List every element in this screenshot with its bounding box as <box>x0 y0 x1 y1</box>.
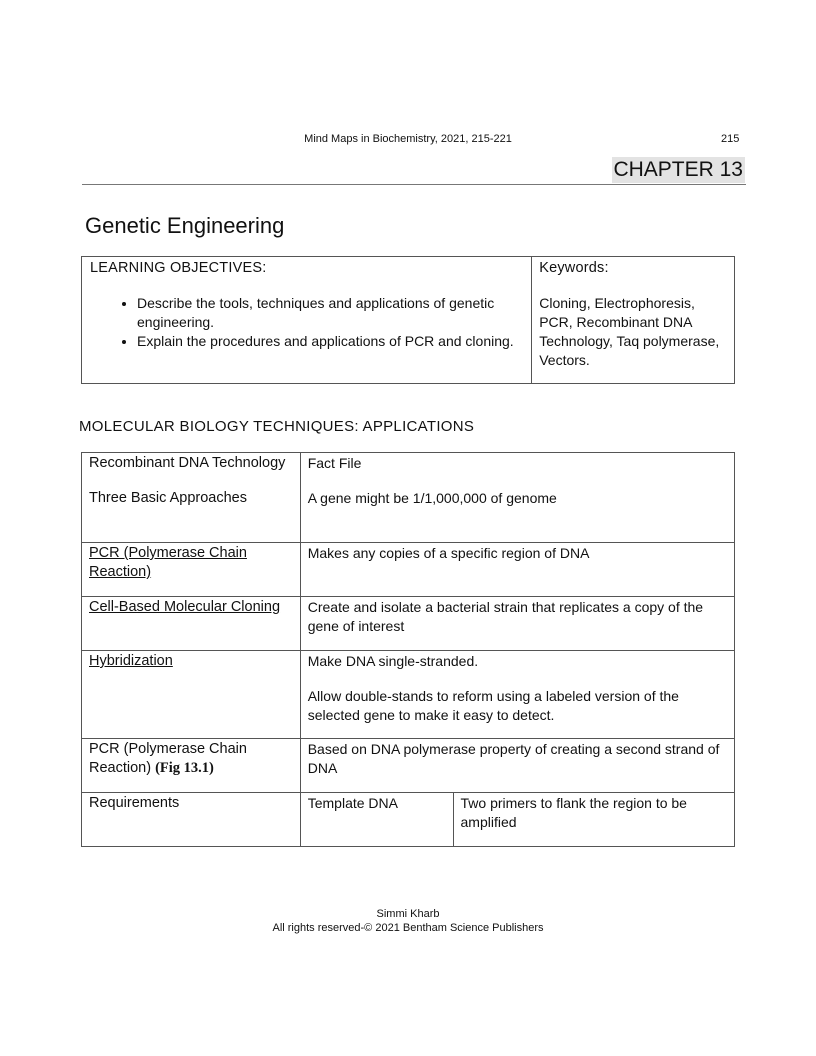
header-rule <box>82 184 746 185</box>
objective-item: • Describe the tools, techniques and applications of genetic engineering. <box>137 294 523 332</box>
objectives-heading: LEARNING OBJECTIVES: <box>90 260 267 276</box>
requirement-item: Two primers to flank the region to be amplified <box>460 795 687 830</box>
keywords-cell <box>532 257 735 384</box>
table-cell <box>82 793 301 847</box>
table-cell <box>453 793 734 847</box>
hybridization-text-2: Allow double-stands to reform using a labeled version of the selected gene to make it easy to detect. <box>307 688 679 723</box>
pcr-link[interactable]: PCR (Polymerase Chain Reaction) <box>89 545 247 580</box>
table-cell <box>82 651 301 739</box>
footer-author: Simmi Kharb <box>376 908 440 920</box>
cloning-text: Create and isolate a bacterial strain that replicates a copy of the gene of interest <box>307 599 704 634</box>
table-row <box>82 739 735 793</box>
rdna-sub: Three Basic Approaches <box>89 490 247 506</box>
table-cell <box>300 651 734 739</box>
techniques-table <box>81 452 735 847</box>
running-head: Mind Maps in Biochemistry, 2021, 215-221 <box>304 133 512 145</box>
fact-file-text: A gene might be 1/1,000,000 of genome <box>307 490 557 506</box>
requirements-label: Requirements <box>89 795 180 811</box>
chapter-label: CHAPTER 13 <box>613 158 743 181</box>
table-cell <box>300 543 734 597</box>
keywords-text: Cloning, Electrophoresis, PCR, Recombinant DNA Technology, Taq polymerase, Vectors. <box>539 295 720 368</box>
table-cell <box>300 739 734 793</box>
table-cell <box>300 793 453 847</box>
page-number: 215 <box>721 133 740 145</box>
table-row <box>82 651 735 739</box>
section-heading: MOLECULAR BIOLOGY TECHNIQUES: APPLICATIONS <box>79 418 475 435</box>
rdna-label: Recombinant DNA Technology <box>89 455 286 471</box>
pcr-text: Makes any copies of a specific region of DNA <box>307 545 590 561</box>
objectives-cell <box>82 257 532 384</box>
pcr2-text: Based on DNA polymerase property of creating a second strand of DNA <box>307 741 720 776</box>
requirement-item: Template DNA <box>307 795 398 811</box>
table-row <box>82 597 735 651</box>
figure-reference[interactable]: (Fig 13.1) <box>155 760 214 776</box>
fact-file-label: Fact File <box>307 455 362 471</box>
objectives-list <box>90 294 523 351</box>
objective-item: • Explain the procedures and applications of PCR and cloning. <box>137 332 523 351</box>
keywords-heading: Keywords: <box>539 260 609 276</box>
table-cell <box>300 597 734 651</box>
hybridization-text-1: Make DNA single-stranded. <box>307 653 479 669</box>
cloning-link[interactable]: Cell-Based Molecular Cloning <box>89 599 281 615</box>
pcr2-label: PCR (Polymerase Chain Reaction) <box>89 741 247 776</box>
learning-objectives-box <box>81 256 735 384</box>
footer-rights: All rights reserved-© 2021 Bentham Science Publishers <box>272 922 544 934</box>
table-cell <box>82 543 301 597</box>
chapter-title: Genetic Engineering <box>85 213 285 238</box>
table-cell <box>82 739 301 793</box>
table-cell <box>300 453 734 543</box>
table-cell <box>82 597 301 651</box>
table-row <box>82 793 735 847</box>
table-row <box>82 543 735 597</box>
table-row <box>82 453 735 543</box>
hybridization-link[interactable]: Hybridization <box>89 653 173 669</box>
table-cell <box>82 453 301 543</box>
